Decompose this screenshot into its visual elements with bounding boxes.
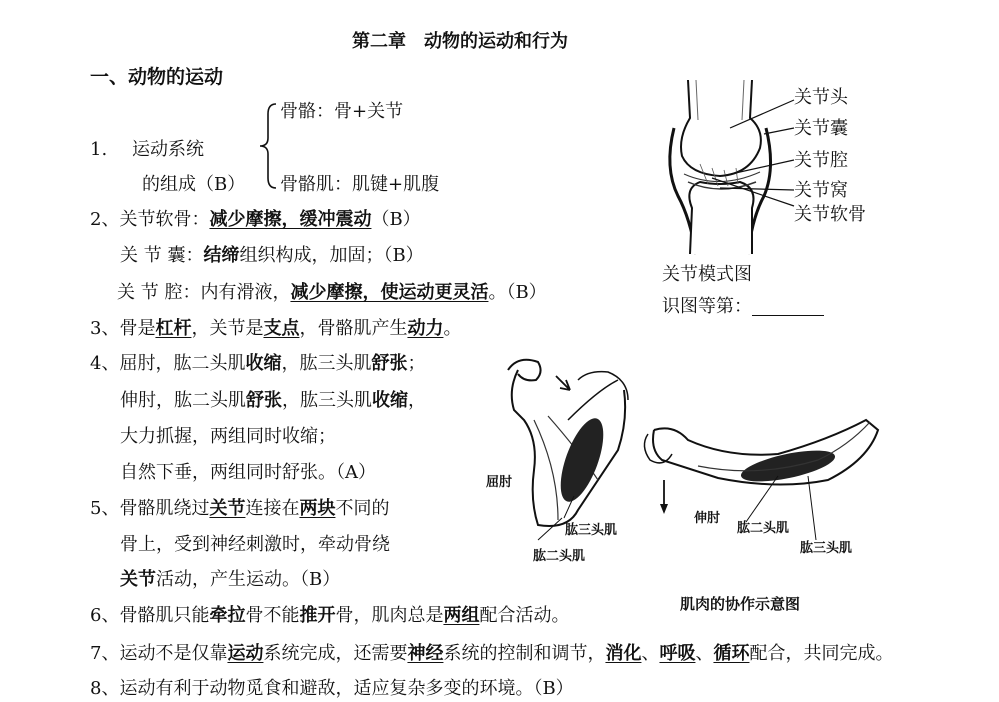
extend-elbow-label: 伸肘 [694, 511, 721, 526]
item-5-line-2: 骨上，受到神经刺激时，牵动骨绕 [120, 534, 390, 555]
flexed-arm [508, 360, 628, 540]
joint-caption: 关节模式图 [662, 264, 752, 285]
keyword: 神经 [407, 643, 444, 664]
item-4-line-2 [120, 392, 426, 410]
keyword: 舒张 [371, 353, 408, 374]
item-1-bottom: 骨骼肌：肌键+肌腹 [280, 174, 440, 195]
item-3 [90, 320, 461, 338]
keyword: 运动 [227, 643, 264, 664]
joint-label-cavity: 关节腔 [794, 150, 848, 171]
text: 3、骨是 [90, 318, 156, 339]
text: 5、骨骼肌绕过 [90, 498, 210, 519]
joint-label-head: 关节头 [794, 87, 848, 108]
item-4-line-1 [90, 355, 425, 373]
keyword: 减少摩擦，缓冲震动 [209, 209, 372, 230]
keyword: 消化 [605, 643, 642, 664]
keyword: 减少摩擦，使运动更灵活 [290, 282, 489, 303]
text: ，关节是 [191, 318, 264, 339]
item-1-number: 1. [90, 139, 108, 160]
text: 4、屈肘，肱二头肌 [90, 353, 246, 374]
keyword: 关节 [209, 498, 246, 519]
text: 配合活动。 [479, 605, 570, 626]
section-heading: 一、动物的运动 [90, 66, 224, 88]
triceps-label-extend: 肱三头肌 [800, 541, 853, 556]
item-7 [90, 645, 893, 663]
biceps-label-extend: 肱二头肌 [737, 521, 790, 536]
text: ； [407, 353, 426, 374]
text: ，肱三头肌 [281, 353, 372, 374]
text: （B） [371, 209, 421, 230]
flex-elbow-label: 屈肘 [486, 475, 513, 490]
item-1-top: 骨骼：骨+关节 [280, 101, 404, 122]
keyword: 关节 [120, 569, 156, 590]
joint-label-capsule: 关节囊 [794, 118, 848, 139]
item-2-line-2 [120, 247, 424, 265]
text: 连接在 [245, 498, 300, 519]
text: 2、关节软骨： [90, 209, 210, 230]
text: 不同的 [335, 498, 390, 519]
text: ，肱三头肌 [282, 390, 372, 411]
text: 。（B） [488, 282, 547, 303]
text: 活动，产生运动。（B） [156, 569, 341, 590]
keyword: 两组 [443, 605, 480, 626]
keyword: 动力 [407, 318, 444, 339]
text: ， [408, 390, 426, 411]
arm-caption: 肌肉的协作示意图 [680, 595, 801, 613]
keyword: 牵拉 [209, 605, 246, 626]
recognition-label: 识图等第： [662, 296, 752, 317]
text: 、 [641, 643, 660, 664]
text: 关 节 腔：内有滑液， [117, 282, 291, 303]
item-8: 8、运动有利于动物觅食和避敌，适应复杂多变的环境。（B） [90, 678, 574, 699]
blank-line [752, 299, 824, 316]
text: 、 [695, 643, 714, 664]
item-4-line-3: 大力抓握，两组同时收缩； [120, 426, 336, 447]
joint-illustration [660, 78, 800, 256]
text: 组织构成，加固；（B） [239, 245, 424, 266]
text: 骨不能 [245, 605, 300, 626]
keyword: 呼吸 [659, 643, 696, 664]
keyword: 推开 [299, 605, 336, 626]
item-5-line-1 [90, 500, 389, 518]
item-1-label-b: 的组成（B） [142, 174, 246, 195]
item-2-line-3 [117, 284, 547, 302]
item-6 [90, 607, 569, 625]
keyword: 支点 [263, 318, 300, 339]
text: 系统的控制和调节， [443, 643, 606, 664]
item-1-label-a: 运动系统 [132, 139, 204, 160]
item-4-line-4: 自然下垂，两组同时舒张。（A） [120, 462, 376, 483]
item-5-line-3 [120, 571, 340, 589]
text: 系统完成，还需要 [263, 643, 408, 664]
text: 关 节 囊： [120, 245, 204, 266]
text: 伸肘，肱二头肌 [120, 390, 246, 411]
joint-label-socket: 关节窝 [794, 180, 848, 201]
text: 骨，肌肉总是 [335, 605, 444, 626]
text: ，骨骼肌产生 [299, 318, 408, 339]
keyword: 杠杆 [155, 318, 192, 339]
page-title: 第二章 动物的运动和行为 [352, 31, 568, 52]
text: 6、骨骼肌只能 [90, 605, 210, 626]
keyword: 两块 [299, 498, 336, 519]
curly-brace-icon [256, 100, 282, 192]
text: 。 [443, 318, 462, 339]
keyword: 循环 [713, 643, 750, 664]
keyword: 收缩 [245, 353, 282, 374]
keyword: 舒张 [246, 390, 282, 411]
recognition-grade [662, 298, 824, 316]
arm-illustration [478, 350, 898, 570]
joint-label-cartilage: 关节软骨 [794, 204, 866, 225]
keyword: 结缔 [203, 245, 240, 266]
triceps-label-flex: 肱三头肌 [565, 523, 618, 538]
text: 7、运动不是仅靠 [90, 643, 228, 664]
text: 配合，共同完成。 [749, 643, 894, 664]
item-2-line-1 [90, 211, 421, 229]
biceps-label-flex: 肱二头肌 [533, 549, 586, 564]
keyword: 收缩 [372, 390, 408, 411]
